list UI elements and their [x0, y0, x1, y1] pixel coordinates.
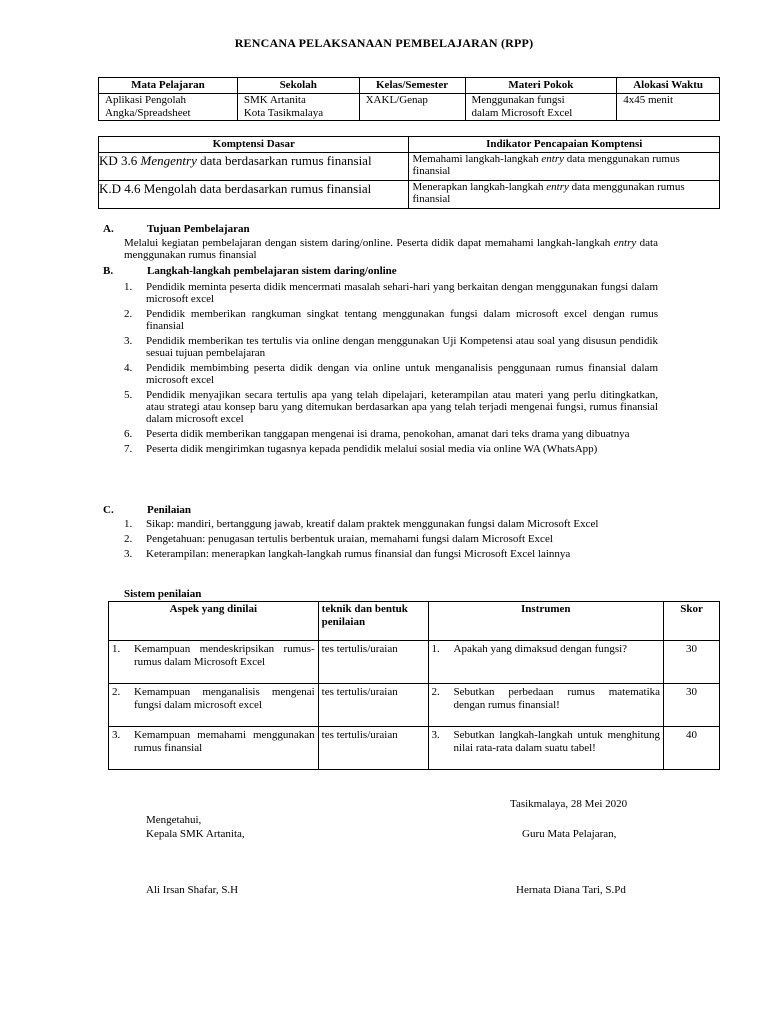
- indikator-cell: Menerapkan langkah-langkah entry data menggunakan rumus finansial: [409, 181, 720, 209]
- technique-cell: tes tertulis/uraian: [318, 641, 428, 684]
- header-instrumen: Instrumen: [428, 602, 664, 641]
- cell-sekolah: SMK Artanita Kota Tasikmalaya: [237, 94, 359, 121]
- header-aspek: Aspek yang dinilai: [109, 602, 319, 641]
- instrument-cell: 2. Sebutkan perbedaan rumus matematika dengan rumus finansial!: [428, 684, 664, 727]
- cell-materi-pokok: Menggunakan fungsi dalam Microsoft Excel: [465, 94, 617, 121]
- section-b-heading: B. Langkah-langkah pembelajaran sistem daring/online: [103, 265, 397, 277]
- instrument-cell: 1. Apakah yang dimaksud dengan fungsi?: [428, 641, 664, 684]
- aspect-cell: 1. Kemampuan mendeskripsikan rumus-rumus dalam Microsoft Excel: [109, 641, 319, 684]
- list-item: 1. Sikap: mandiri, bertanggung jawab, kreatif dalam praktek menggunakan fungsi dalam Microsoft Excel: [124, 518, 599, 530]
- signature-right-name: Hernata Diana Tari, S.Pd: [516, 884, 626, 896]
- header-indikator: Indikator Pencapaian Komptensi: [409, 137, 720, 153]
- assessment-heading: Sistem penilaian: [124, 588, 202, 600]
- info-table-header-row: [99, 78, 720, 94]
- header-alokasi-waktu: Alokasi Waktu: [617, 78, 720, 94]
- header-mata-pelajaran: Mata Pelajaran: [99, 78, 238, 94]
- header-materi-pokok: Materi Pokok: [465, 78, 617, 94]
- indikator-cell: Memahami langkah-langkah entry data menggunakan rumus finansial: [409, 153, 720, 181]
- list-item: 4. Pendidik membimbing peserta didik dengan via online untuk menganalisis penggunaan rumus finansial dalam microsoft excel: [124, 362, 658, 386]
- header-kompetensi-dasar: Komptensi Dasar: [99, 137, 409, 153]
- header-kelas-semester: Kelas/Semester: [359, 78, 465, 94]
- list-item: 3. Pendidik memberikan tes tertulis via online dengan menggunakan Uji Kompetensi atau soal yang disusun pendidik sesuai tujuan pembelajaran: [124, 335, 658, 359]
- kompetensi-row: [99, 181, 720, 209]
- kompetensi-table: [98, 136, 720, 209]
- kompetensi-row: [99, 153, 720, 181]
- section-b-list: [124, 281, 658, 458]
- list-item: 1. Pendidik meminta peserta didik mencermati masalah sehari-hari yang berkaitan dengan menggunakan fungsi dalam microsoft excel: [124, 281, 658, 305]
- list-item: 5. Pendidik menyajikan secara tertulis apa yang telah dipelajari, keterampilan atau materi yang perlu ditingkatkan, atau strategi atau konsep baru yang ditemukan berdasarkan apa yang telah terjadi mengenai fungsi, rumus finansial dalam microsoft excel: [124, 389, 658, 425]
- header-sekolah: Sekolah: [237, 78, 359, 94]
- assessment-header-row: [109, 602, 720, 641]
- header-teknik: teknik dan bentuk penilaian: [318, 602, 428, 641]
- table-row: [109, 641, 720, 684]
- technique-cell: tes tertulis/uraian: [318, 727, 428, 770]
- list-item: 7. Peserta didik mengirimkan tugasnya kepada pendidik melalui sosial media via online WA (WhatsApp): [124, 443, 598, 455]
- list-item: 6. Peserta didik memberikan tanggapan mengenai isi drama, penokohan, amanat dari teks drama yang dibuatnya: [124, 428, 630, 440]
- section-c-heading: C. Penilaian: [103, 504, 192, 516]
- cell-mata-pelajaran: Aplikasi Pengolah Angka/Spreadsheet: [99, 94, 238, 121]
- instrument-cell: 3. Sebutkan langkah-langkah untuk menghitung nilai rata-rata dalam suatu tabel!: [428, 727, 664, 770]
- header-skor: Skor: [664, 602, 720, 641]
- section-a-text: Melalui kegiatan pembelajaran dengan sistem daring/online. Peserta didik dapat memahami langkah-langkah entry data menggunakan rumus finansial: [124, 237, 658, 261]
- kompetensi-header-row: [99, 137, 720, 153]
- table-row: [109, 684, 720, 727]
- kd-cell: KD 3.6 Mengentry data berdasarkan rumus finansial: [99, 153, 409, 181]
- signature-right-line2: Guru Mata Pelajaran,: [522, 828, 617, 840]
- cell-alokasi-waktu: 4x45 menit: [617, 94, 720, 121]
- signature-left-line2: Kepala SMK Artanita,: [146, 828, 245, 840]
- table-row: [109, 727, 720, 770]
- score-cell: 30: [664, 684, 720, 727]
- cell-kelas-semester: XAKL/Genap: [359, 94, 465, 121]
- list-item: 2. Pengetahuan: penugasan tertulis berbentuk uraian, memahami fungsi dalam Microsoft Excel: [124, 533, 553, 545]
- section-c-list: [124, 518, 658, 563]
- aspect-cell: 3. Kemampuan memahami menggunakan rumus finansial: [109, 727, 319, 770]
- document-title: RENCANA PELAKSANAAN PEMBELAJARAN (RPP): [234, 36, 534, 50]
- score-cell: 30: [664, 641, 720, 684]
- signature-left-name: Ali Irsan Shafar, S.H: [146, 884, 239, 896]
- kd-cell: K.D 4.6 Mengolah data berdasarkan rumus finansial: [99, 181, 409, 209]
- list-item: 3. Keterampilan: menerapkan langkah-langkah rumus finansial dan fungsi Microsoft Excel lainnya: [124, 548, 571, 560]
- aspect-cell: 2. Kemampuan menganalisis mengenai fungsi dalam microsoft excel: [109, 684, 319, 727]
- score-cell: 40: [664, 727, 720, 770]
- info-table-row: [99, 94, 720, 121]
- section-a-heading: A. Tujuan Pembelajaran: [103, 223, 250, 235]
- info-table: [98, 77, 720, 121]
- assessment-table: [108, 601, 720, 770]
- place-date: Tasikmalaya, 28 Mei 2020: [510, 798, 628, 810]
- list-item: 2. Pendidik memberikan rangkuman singkat tentang menggunakan fungsi dalam microsoft excel dengan rumus finansial: [124, 308, 658, 332]
- signature-left-line1: Mengetahui,: [146, 814, 202, 826]
- technique-cell: tes tertulis/uraian: [318, 684, 428, 727]
